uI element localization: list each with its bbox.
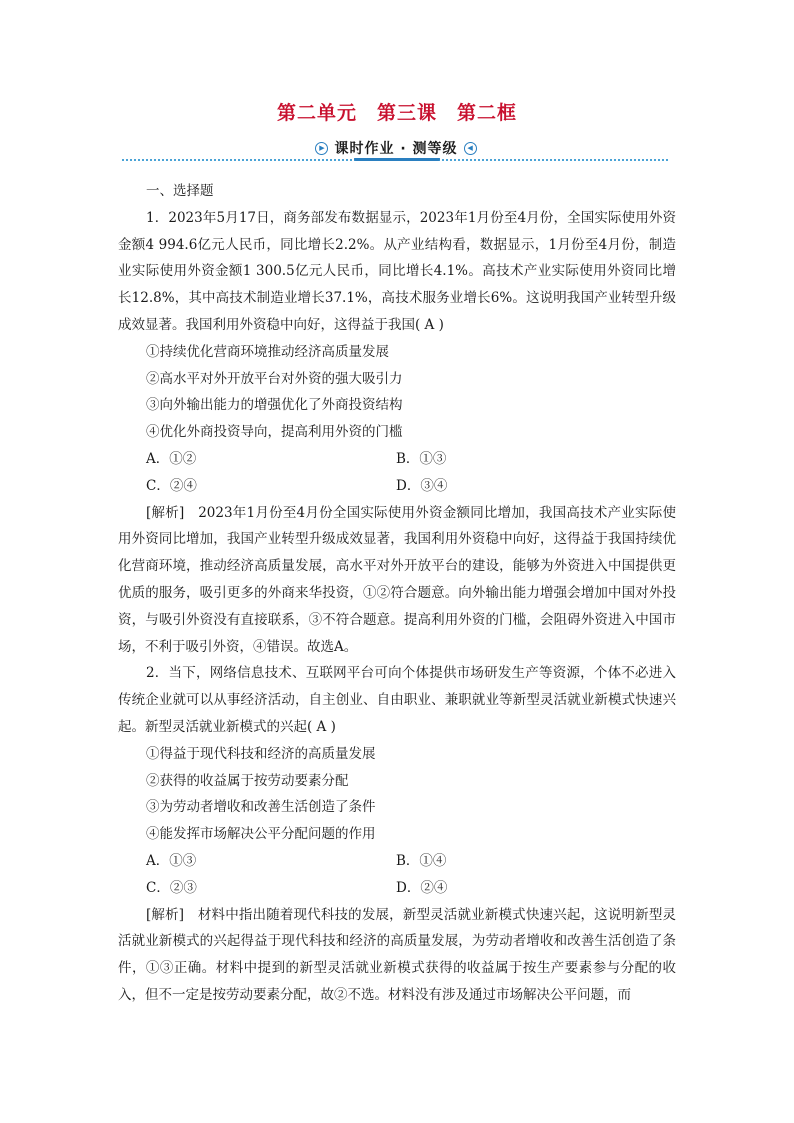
choice-row bbox=[118, 446, 676, 473]
analysis-text: [解析] 材料中指出随着现代科技的发展，新型灵活就业新模式快速兴起，这说明新型灵活就业新模式的兴起得益于现代科技和经济的高质量发展，为劳动者增收和改善生活创造了条件，①③正确。材料中提到的新型灵活就业新模式获得的收益属于按生产要素参与分配的收入，但不一定是按劳动要素分配，故②不选。材料没有涉及通过市场解决公平问题，而 bbox=[118, 906, 676, 1003]
question-item: ③向外输出能力的增强优化了外商投资结构 bbox=[146, 397, 403, 414]
question-item: ①持续优化营商环境推动经济高质量发展 bbox=[146, 343, 389, 360]
play-right-icon: ▶ bbox=[315, 142, 328, 155]
banner-label: 课时作业 · 测等级 bbox=[334, 141, 458, 157]
choice-c: C．②③ bbox=[146, 879, 197, 896]
section-title: 一、选择题 bbox=[146, 183, 214, 199]
page-title: 第二单元 第三课 第二框 bbox=[276, 102, 517, 124]
question-stem: 1．2023年5月17日，商务部发布数据显示，2023年1月份至4月份，全国实际使用外资金额4 994.6亿元人民币，同比增长2.2%。从产业结构看，数据显示，1月份至4月份，制造业实际使用外资金额1 300.5亿元人民币，同比增长4.1%。高技术产业实际使用外资同比增长12.8%，其中高技术制造业增长37.1%，高技术服务业增长6%。这说明我国产业转型升级成效显著。我国利用外资稳中向好，这得益于我国( A ) bbox=[118, 209, 676, 333]
document-body bbox=[118, 178, 676, 1009]
analysis-text: [解析] 2023年1月份至4月份全国实际使用外资金额同比增加，我国高技术产业实际使用外资同比增加，我国产业转型升级成效显著，我国利用外资稳中向好，这得益于我国持续优化营商环境，推动经济高质量发展，高水平对外开放平台的建设，能够为外资进入中国提供更优质的服务，吸引更多的外商来华投资，①②符合题意。向外输出能力增强会增加中国对外投资，与吸引外资没有直接联系，③不符合题意。提高利用外资的门槛，会阻碍外资进入中国市场，不利于吸引外资，④错误。故选A。 bbox=[118, 504, 676, 655]
choice-d: D．③④ bbox=[396, 477, 448, 494]
question-item: ④优化外商投资导向，提高利用外资的门槛 bbox=[146, 424, 403, 441]
choice-row bbox=[118, 875, 676, 902]
choice-c: C．②④ bbox=[146, 477, 197, 494]
question-stem: 2．当下，网络信息技术、互联网平台可向个体提供市场研发生产等资源，个体不必进入传统企业就可以从事经济活动，自主创业、自由职业、兼职就业等新型灵活就业新模式快速兴起。新型灵活就业新模式的兴起( A ) bbox=[118, 665, 676, 735]
play-left-icon: ◀ bbox=[464, 142, 477, 155]
choice-row bbox=[118, 848, 676, 875]
question-item: ④能发挥市场解决公平分配问题的作用 bbox=[146, 826, 376, 843]
banner-pill bbox=[308, 138, 484, 158]
question-item: ①得益于现代科技和经济的高质量发展 bbox=[146, 745, 376, 762]
choice-a: A．①② bbox=[146, 450, 197, 467]
question-item: ②获得的收益属于按劳动要素分配 bbox=[146, 772, 349, 789]
section-banner bbox=[122, 138, 668, 164]
choice-b: B．①④ bbox=[396, 852, 447, 869]
choice-d: D．②④ bbox=[396, 879, 448, 896]
choice-row bbox=[118, 473, 676, 500]
choice-a: A．①③ bbox=[146, 852, 197, 869]
question-item: ②高水平对外开放平台对外资的强大吸引力 bbox=[146, 370, 403, 387]
question-item: ③为劳动者增收和改善生活创造了条件 bbox=[146, 799, 376, 816]
choice-b: B．①③ bbox=[396, 450, 447, 467]
